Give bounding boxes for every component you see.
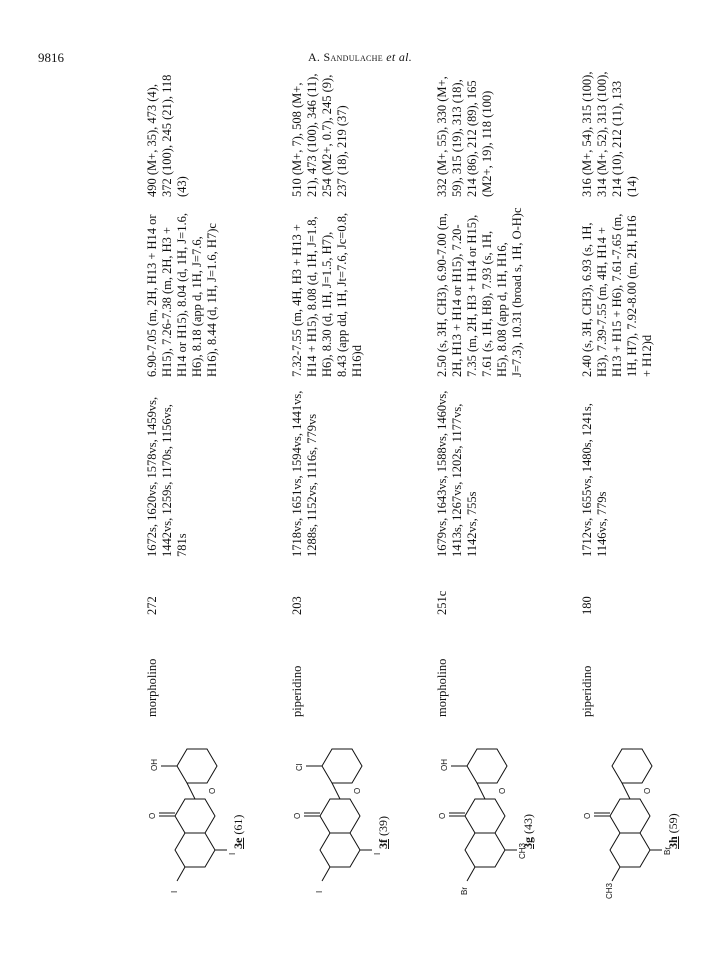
compound-yield: (43) (521, 814, 535, 834)
ir-cell: 1718vs, 1651vs, 1594vs, 1441vs, 1288s, 1152vs, 1116s, 779vs (290, 390, 319, 557)
ms-cell: 332 (M+, 55), 330 (M+, 59), 315 (19), 313 (18), 214 (86), 212 (89), 165 (M2+, 19), 118 (100) (435, 76, 494, 197)
table-row (570, 67, 690, 907)
running-head (0, 50, 720, 65)
amine-cell: morpholino (435, 658, 449, 717)
substituent-left: I (170, 890, 179, 893)
svg-text:O: O (438, 812, 447, 819)
svg-text:O: O (583, 812, 592, 819)
compound-number: 3h (666, 836, 680, 849)
compound-label (521, 814, 536, 849)
substituent-bottom: I (373, 852, 382, 855)
nmr-cell: 7.32-7.55 (m, 4H, H3 + H13 + H14 + H15), 8.08 (d, 1H, J=1.8, H6), 8.30 (d, 1H, J=1.5, H7), 8.43 (app dd, 1H, Jt=7.6, Jc=0.8, H16)d (290, 212, 364, 377)
running-head-author: A. Sandulache (307, 50, 383, 64)
svg-text:O: O (208, 787, 217, 794)
table-row (135, 67, 255, 907)
svg-text:O: O (148, 812, 157, 819)
svg-text:O: O (353, 787, 362, 794)
structure-cell (570, 727, 690, 907)
mp-cell: 251c (435, 590, 449, 615)
svg-text:O: O (498, 787, 507, 794)
ms-cell: 490 (M+, 35), 473 (4), 372 (100), 245 (21), 118 (43) (145, 74, 189, 197)
compound-number: 3e (231, 837, 245, 849)
compound-number: 3f (376, 839, 390, 849)
running-head-etal: et al. (386, 50, 413, 64)
substituent-bottom: CH3 (518, 842, 527, 859)
ir-cell: 1712vs, 1655vs, 1480s, 1241s, 1146vs, 779s (580, 403, 609, 557)
table-row (425, 67, 545, 907)
structure-cell (135, 727, 255, 907)
amine-cell: piperidino (580, 665, 594, 717)
structure-cell (280, 727, 400, 907)
compound-label (376, 816, 391, 849)
compound-label (666, 813, 681, 849)
rotated-data-table (135, 67, 695, 907)
substituent-top: OH (440, 759, 449, 771)
compound-yield: (61) (231, 814, 245, 835)
flavone-structure-icon (425, 727, 525, 907)
compound-yield: (39) (376, 816, 390, 836)
mp-cell: 272 (145, 596, 159, 615)
table-row (280, 67, 400, 907)
amine-cell: morpholino (145, 658, 159, 717)
substituent-left: I (315, 890, 324, 893)
ir-cell: 1672s, 1620vs, 1578vs, 1459vs, 1442vs, 1259s, 1170s, 1156vs, 781s (145, 396, 189, 557)
ms-cell: 316 (M+, 54), 315 (100), 314 (M+, 52), 313 (100), 214 (10), 212 (11), 133 (14) (580, 71, 639, 197)
mp-cell: 203 (290, 596, 304, 615)
compound-number: 3g (521, 837, 535, 849)
substituent-left: Br (460, 887, 469, 895)
compound-yield: (59) (666, 813, 680, 834)
ms-cell: 510 (M+, 7), 508 (M+, 21), 473 (100), 346 (11), 254 (M2+, 0.7), 245 (9), 237 (18), 219 (37) (290, 73, 349, 197)
nmr-cell: 2.50 (s, 3H, CH3), 6.90-7.00 (m, 2H, H13 + H14 or H15), 7.20-7.35 (m, 2H, H3 + H14 or H15), 7.61 (s, 1H, H8), 7.93 (s, 1H, H5), 8.08 (app d, 1H, H16, J=7.3), 10.31 (broad s, 1H, O-H)c (435, 207, 524, 377)
nmr-cell: 2.40 (s, 3H, CH3), 6.93 (s, 1H, H3), 7.39-7.55 (m, 4H, H14 + H13 + H15 + H6), 7.61-7.65 (m, 1H, H7), 7.92-8.00 (m, 2H, H16 + H12)d (580, 213, 654, 377)
substituent-top: Cl (295, 763, 304, 771)
substituent-left: CH3 (605, 882, 614, 899)
compound-label (231, 815, 246, 849)
page-number: 9816 (38, 50, 64, 65)
nmr-cell: 6.90-7.05 (m, 2H, H13 + H14 or H15), 7.26-7.38 (m, 2H, H3 + H14 or H15), 8.04 (d, 1H, J=1.6, H6), 8.18 (app d, 1H, J=7.6, H16), 8.44 (d, 1H, J=1.6, H7)c (145, 213, 219, 377)
flavone-structure-icon (570, 727, 670, 907)
flavone-structure-icon (135, 727, 235, 907)
ir-cell: 1679vs, 1643vs, 1588vs, 1460vs, 1413s, 1267vs, 1202s, 1177vs, 1142vs, 755s (435, 390, 479, 557)
mp-cell: 180 (580, 596, 594, 615)
substituent-top: OH (150, 759, 159, 771)
svg-text:O: O (293, 812, 302, 819)
substituent-bottom: I (228, 852, 237, 855)
substituent-bottom: Br (663, 847, 672, 855)
flavone-structure-icon (280, 727, 380, 907)
svg-text:O: O (643, 787, 652, 794)
structure-cell (425, 727, 545, 907)
amine-cell: piperidino (290, 665, 304, 717)
